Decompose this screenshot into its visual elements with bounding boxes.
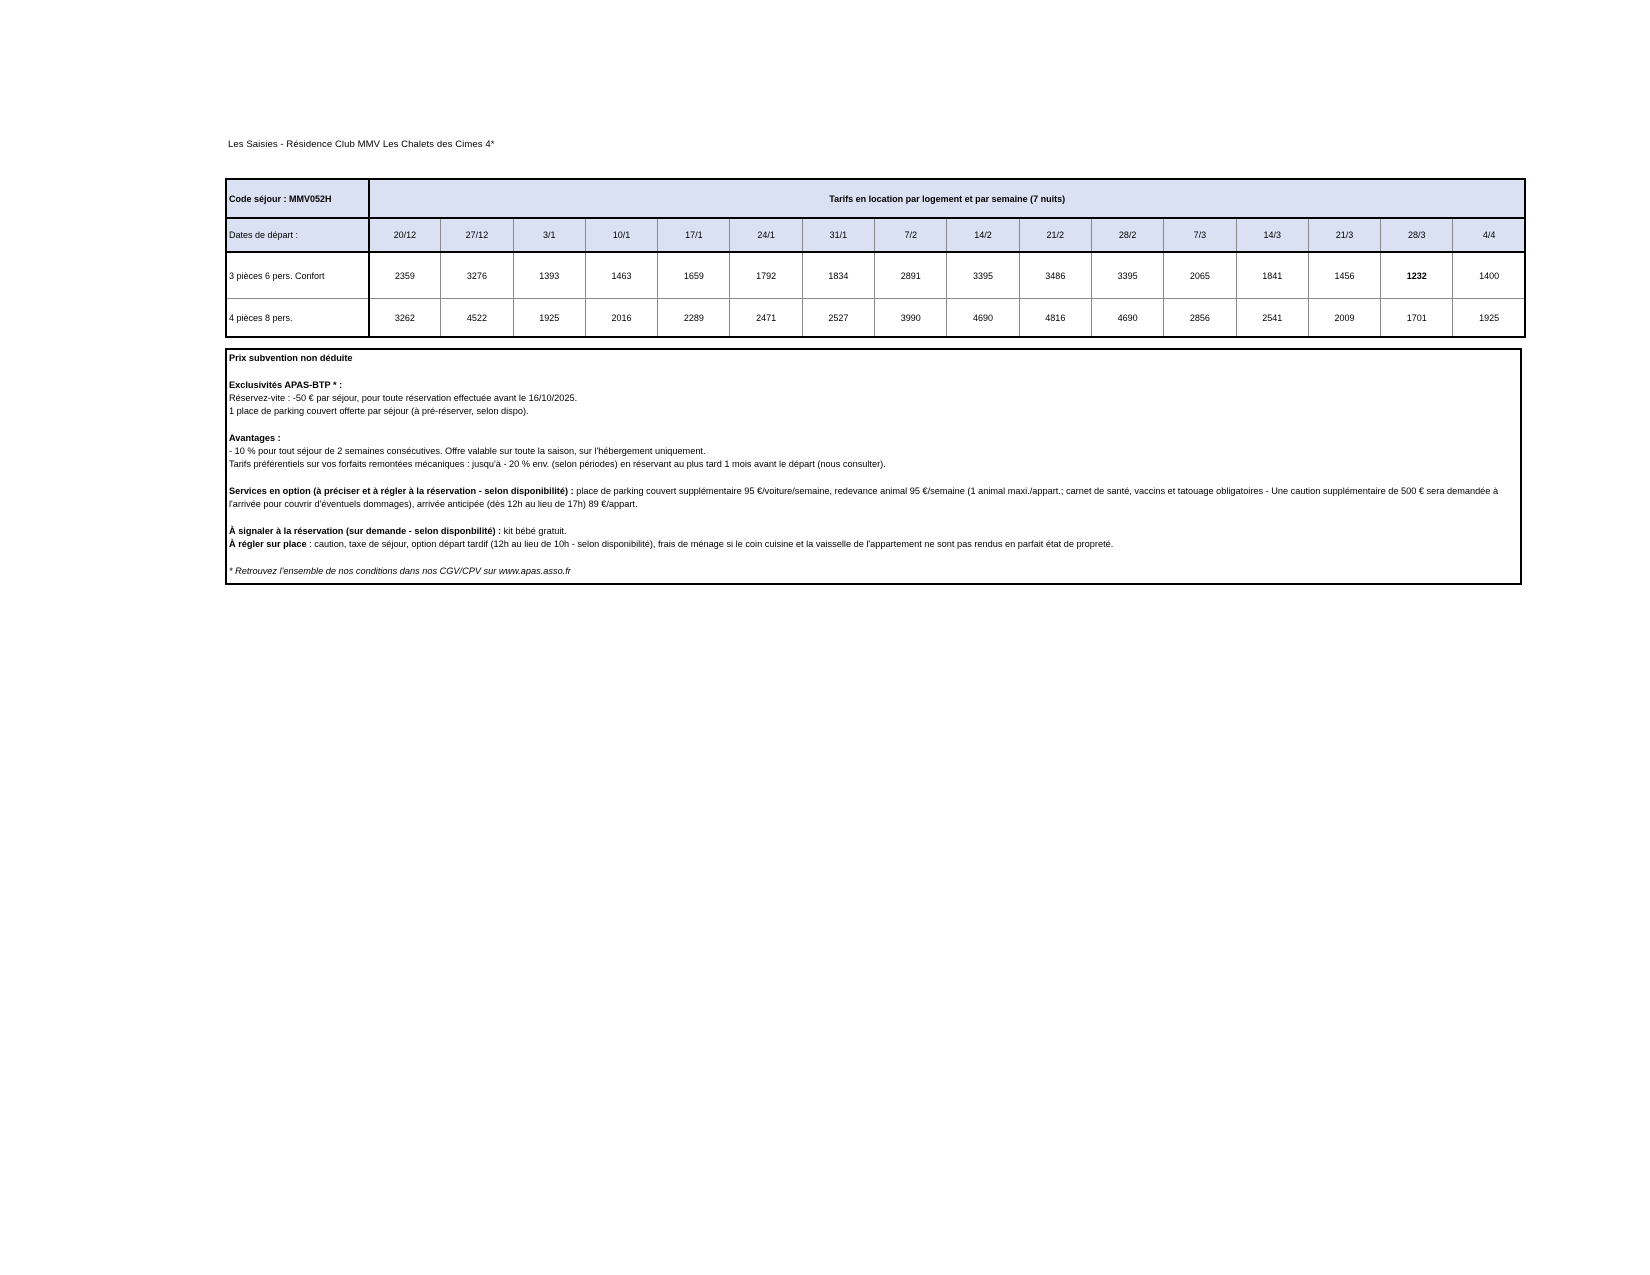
price-cell: 1925 xyxy=(513,299,585,337)
price-cell: 1393 xyxy=(513,252,585,299)
date-cell: 20/12 xyxy=(369,218,441,252)
services-text: place de parking couvert supplémentaire 95 €/voiture/semaine, redevance animal 95 €/semaine (1 animal maxi./appart.; carnet de santé, vaccins et tatouage obligatoires - Une caution supplémentaire de 500 € sera demandée à l'arrivée pour couvrir d'éventuels dommages), arrivée anticipée (dès 12h au lieu de 17h) 89 €/appart. xyxy=(229,485,1499,510)
price-cell: 2856 xyxy=(1164,299,1236,337)
date-cell: 21/3 xyxy=(1308,218,1380,252)
avantages-line: Tarifs préférentiels sur vos forfaits remontées mécaniques : jusqu'à - 20 % env. (selon périodes) en réservant au plus tard 1 mois avant le départ (nous consulter). xyxy=(229,459,886,470)
price-cell: 3395 xyxy=(1091,252,1163,299)
price-cell: 4816 xyxy=(1019,299,1091,337)
table-header-row xyxy=(227,180,1526,219)
date-cell: 17/1 xyxy=(658,218,730,252)
price-cell: 4522 xyxy=(441,299,513,337)
date-cell: 14/3 xyxy=(1236,218,1308,252)
date-cell: 4/4 xyxy=(1453,218,1525,252)
price-cell: 2891 xyxy=(875,252,947,299)
table-row xyxy=(227,252,1526,299)
price-cell: 3486 xyxy=(1019,252,1091,299)
signaler-text: kit bébé gratuit. xyxy=(501,525,567,536)
avantages-line: - 10 % pour tout séjour de 2 semaines consécutives. Offre valable sur toute la saison, sur l'hébergement uniquement. xyxy=(229,446,706,457)
price-cell: 1400 xyxy=(1453,252,1525,299)
date-cell: 3/1 xyxy=(513,218,585,252)
price-cell: 2009 xyxy=(1308,299,1380,337)
exclusivites-line: 1 place de parking couvert offerte par séjour (à pré-réserver, selon dispo). xyxy=(229,406,529,417)
price-cell: 2541 xyxy=(1236,299,1308,337)
price-table xyxy=(226,179,1526,337)
price-cell: 2065 xyxy=(1164,252,1236,299)
price-cell: 1456 xyxy=(1308,252,1380,299)
price-cell: 2016 xyxy=(585,299,657,337)
conditions-box xyxy=(225,348,1522,585)
price-cell: 1792 xyxy=(730,252,802,299)
price-cell: 3262 xyxy=(369,299,441,337)
price-cell: 4690 xyxy=(1091,299,1163,337)
price-cell: 3276 xyxy=(441,252,513,299)
services-title: Services en option (à préciser et à régler à la réservation - selon disponibilité) : xyxy=(229,485,574,496)
price-cell: 2471 xyxy=(730,299,802,337)
exclusivites-title: Exclusivités APAS-BTP * : xyxy=(229,379,343,390)
price-cell: 2527 xyxy=(802,299,874,337)
exclusivites-line: Réservez-vite : -50 € par séjour, pour toute réservation effectuée avant le 16/10/2025. xyxy=(229,392,578,403)
price-cell: 1232 xyxy=(1381,252,1453,299)
date-cell: 7/2 xyxy=(875,218,947,252)
date-cell: 21/2 xyxy=(1019,218,1091,252)
price-cell: 1659 xyxy=(658,252,730,299)
date-cell: 31/1 xyxy=(802,218,874,252)
price-cell: 1925 xyxy=(1453,299,1525,337)
dates-row xyxy=(227,218,1526,252)
regler-title: À régler sur place xyxy=(229,539,307,550)
date-cell: 14/2 xyxy=(947,218,1019,252)
date-cell: 7/3 xyxy=(1164,218,1236,252)
price-cell: 1841 xyxy=(1236,252,1308,299)
price-cell: 3395 xyxy=(947,252,1019,299)
price-cell: 2359 xyxy=(369,252,441,299)
subvention-note: Prix subvention non déduite xyxy=(229,353,353,363)
stay-code-cell: Code séjour : MMV052H xyxy=(227,180,369,219)
row-label-cell: 3 pièces 6 pers. Confort xyxy=(227,252,369,299)
date-cell: 24/1 xyxy=(730,218,802,252)
conditions-footer: * Retrouvez l'ensemble de nos conditions dans nos CGV/CPV sur www.apas.asso.fr xyxy=(229,565,571,576)
date-cell: 10/1 xyxy=(585,218,657,252)
regler-text: : caution, taxe de séjour, option départ tardif (12h au lieu de 10h - selon disponibilité), frais de ménage si le coin cuisine et la vaisselle de l'appartement ne sont pas rendus en parfait état de propreté. xyxy=(306,539,1114,550)
price-cell: 3990 xyxy=(875,299,947,337)
avantages-title: Avantages : xyxy=(229,432,281,443)
price-cell: 1463 xyxy=(585,252,657,299)
table-title-cell: Tarifs en location par logement et par semaine (7 nuits) xyxy=(369,180,1526,219)
table-row xyxy=(227,299,1526,337)
date-cell: 27/12 xyxy=(441,218,513,252)
date-cell: 28/3 xyxy=(1381,218,1453,252)
price-cell: 2289 xyxy=(658,299,730,337)
price-cell: 4690 xyxy=(947,299,1019,337)
price-cell: 1834 xyxy=(802,252,874,299)
page-title: Les Saisies - Résidence Club MMV Les Chalets des Cimes 4* xyxy=(228,139,495,150)
signaler-title: À signaler à la réservation (sur demande - selon disponbilité) : xyxy=(229,525,502,536)
date-cell: 28/2 xyxy=(1091,218,1163,252)
price-cell: 1701 xyxy=(1381,299,1453,337)
row-label-cell: 4 pièces 8 pers. xyxy=(227,299,369,337)
dates-label-cell: Dates de départ : xyxy=(227,218,369,252)
